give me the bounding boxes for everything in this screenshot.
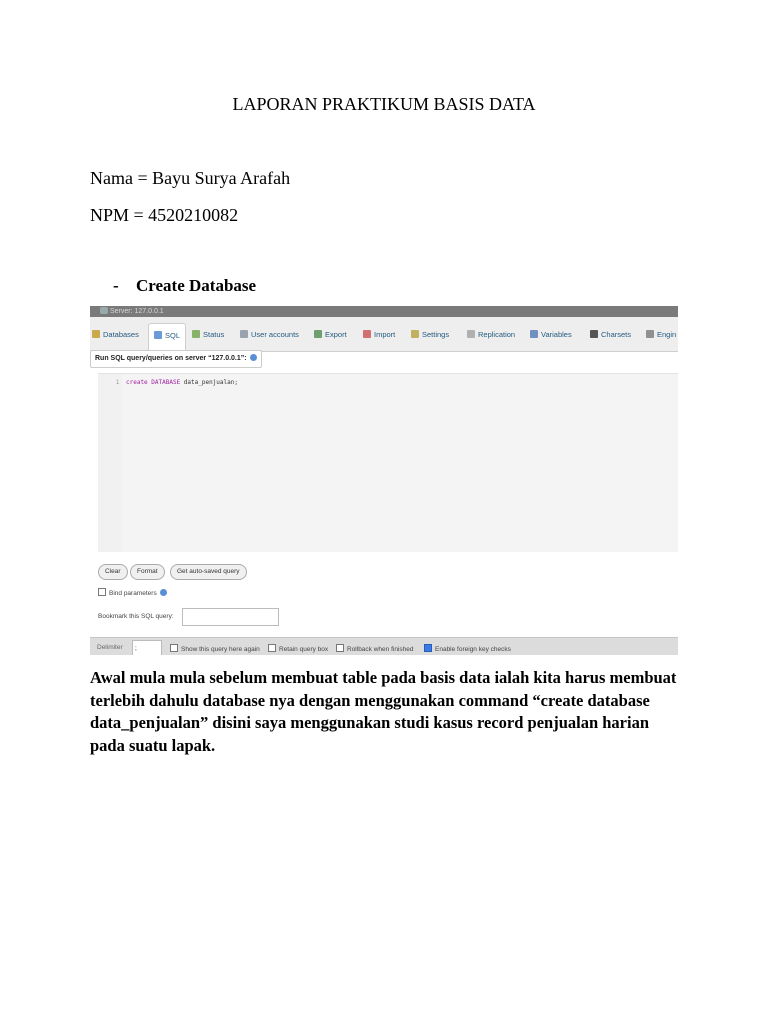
sql-icon	[154, 331, 162, 339]
tab-replication[interactable]	[467, 323, 515, 351]
student-name: Nama = Bayu Surya Arafah	[90, 168, 291, 188]
sql-editor[interactable]	[98, 373, 678, 552]
tab-variables[interactable]	[530, 323, 572, 351]
tab-label: Replication	[478, 330, 516, 339]
delimiter-input[interactable]: ;	[132, 640, 162, 655]
databases-icon	[92, 330, 100, 338]
checkbox-label: Bind parameters	[109, 590, 157, 597]
description-paragraph: Awal mula mula sebelum membuat table pada basis data ialah kita harus membuat terlebih dahulu database nya dengan menggunakan command “create database data_penjualan” disini saya menggunakan studi kasus record penjualan harian pada suatu lapak.	[90, 668, 677, 755]
top-bar	[90, 306, 678, 317]
tab-label: Engin	[657, 330, 677, 339]
bullet-text: Create Database	[136, 276, 257, 295]
checkbox-label: Enable foreign key checks	[435, 646, 511, 653]
variables-icon	[530, 330, 538, 338]
tab-label: Charsets	[601, 330, 632, 339]
student-npm: NPM = 4520210082	[90, 205, 239, 225]
checkbox-label: Retain query box	[279, 646, 329, 653]
import-icon	[363, 330, 371, 338]
tab-settings[interactable]	[411, 323, 449, 351]
tab-databases[interactable]	[92, 323, 139, 351]
tab-label: SQL	[165, 331, 181, 340]
phpmyadmin-screenshot	[90, 306, 678, 655]
foreign-key-checkbox[interactable]	[424, 644, 511, 653]
bookmark-input[interactable]	[182, 608, 279, 626]
tab-label: Status	[203, 330, 225, 339]
checkbox[interactable]	[170, 644, 178, 652]
tab-engines[interactable]	[646, 323, 676, 351]
tab-label: Databases	[103, 330, 139, 339]
format-button[interactable]: Format	[130, 564, 165, 580]
sql-identifier: data_penjualan;	[180, 379, 238, 386]
charsets-icon	[590, 330, 598, 338]
tab-export[interactable]	[314, 323, 347, 351]
delimiter-label: Delimiter	[97, 644, 123, 651]
engines-icon	[646, 330, 654, 338]
help-icon[interactable]	[160, 589, 167, 596]
retain-query-box-checkbox[interactable]	[268, 644, 328, 653]
tab-sql[interactable]	[148, 323, 186, 352]
breadcrumb-label: Server: 127.0.0.1	[110, 308, 164, 315]
server-icon	[100, 307, 108, 314]
help-icon[interactable]	[250, 354, 257, 361]
section-bullet	[113, 276, 256, 296]
settings-icon	[411, 330, 419, 338]
replication-icon	[467, 330, 475, 338]
sql-keyword: create DATABASE	[126, 379, 181, 386]
line-number: 1	[116, 380, 120, 386]
checkbox[interactable]	[336, 644, 344, 652]
checkbox-checked[interactable]	[424, 644, 432, 652]
tab-label: User accounts	[251, 330, 299, 339]
status-icon	[192, 330, 200, 338]
export-icon	[314, 330, 322, 338]
tab-user-accounts[interactable]	[240, 323, 299, 351]
checkbox-label: Rollback when finished	[347, 646, 414, 653]
checkbox[interactable]	[268, 644, 276, 652]
tab-status[interactable]	[192, 323, 224, 351]
rollback-checkbox[interactable]	[336, 644, 413, 653]
checkbox-label: Show this query here again	[181, 646, 260, 653]
show-query-again-checkbox[interactable]	[170, 644, 260, 653]
tab-import[interactable]	[363, 323, 395, 351]
clear-button[interactable]: Clear	[98, 564, 128, 580]
user-accounts-icon	[240, 330, 248, 338]
tab-charsets[interactable]	[590, 323, 631, 351]
checkbox[interactable]	[98, 588, 106, 596]
sql-legend	[90, 350, 262, 368]
editor-gutter	[98, 374, 122, 552]
bind-parameters-checkbox[interactable]	[98, 588, 167, 597]
tab-label: Export	[325, 330, 347, 339]
tab-label: Settings	[422, 330, 450, 339]
sql-code[interactable]	[126, 379, 238, 386]
tab-bar	[90, 317, 678, 352]
breadcrumb[interactable]	[100, 307, 164, 315]
legend-text: Run SQL query/queries on server “127.0.0.1”:	[95, 355, 247, 362]
options-bar	[90, 637, 678, 655]
tab-label: Import	[374, 330, 396, 339]
tab-label: Variables	[541, 330, 572, 339]
bullet-dash: -	[113, 276, 119, 295]
bookmark-label: Bookmark this SQL query:	[98, 613, 174, 620]
report-title: LAPORAN PRAKTIKUM BASIS DATA	[232, 94, 536, 114]
auto-saved-query-button[interactable]: Get auto-saved query	[170, 564, 247, 580]
